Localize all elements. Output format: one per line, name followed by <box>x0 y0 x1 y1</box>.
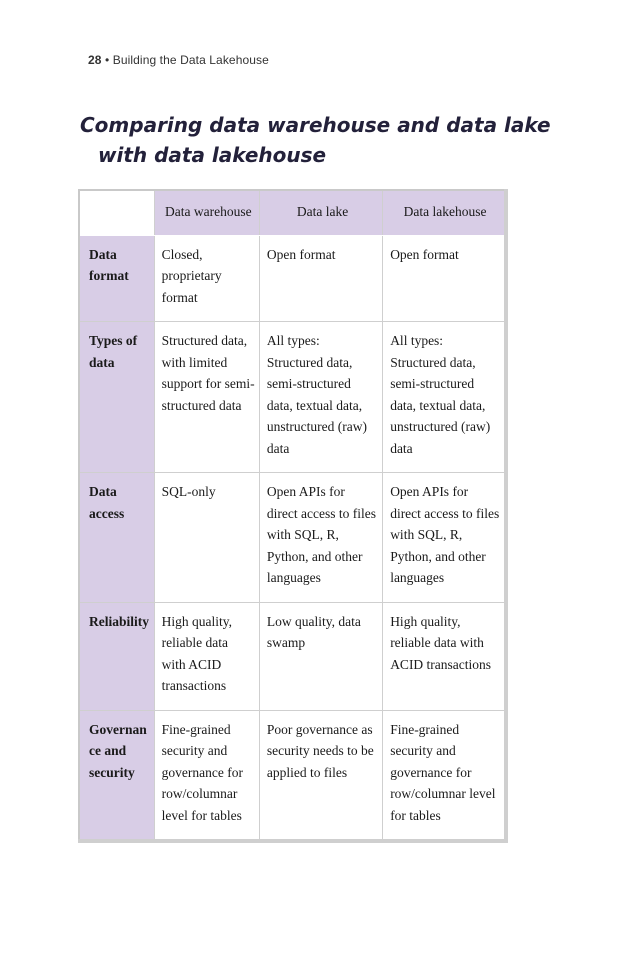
table-cell: Open format <box>383 235 506 322</box>
row-header-data-format: Data format <box>79 235 154 322</box>
table-cell: High quality, reliable data with ACID transactions <box>383 602 506 710</box>
table-cell: Fine-grained security and governance for row/columnar level for tables <box>154 710 259 841</box>
column-header-data-lake: Data lake <box>259 190 382 235</box>
header-separator: • <box>105 53 110 67</box>
running-header <box>88 53 269 67</box>
table-header-row <box>79 190 506 235</box>
book-title: Building the Data Lakehouse <box>112 53 269 67</box>
row-header-data-access: Data access <box>79 473 154 603</box>
table-row <box>79 322 506 473</box>
table-cell: Open format <box>259 235 382 322</box>
table-cell: Open APIs for direct access to files with SQL, R, Python, and other languages <box>259 473 382 603</box>
page-number: 28 <box>88 53 102 67</box>
table-cell: Structured data, with limited support for semi-structured data <box>154 322 259 473</box>
comparison-table <box>78 189 508 843</box>
table-cell: Open APIs for direct access to files with SQL, R, Python, and other languages <box>383 473 506 603</box>
table-cell: Closed, proprietary format <box>154 235 259 322</box>
table-row <box>79 473 506 603</box>
row-header-types-of-data: Types of data <box>79 322 154 473</box>
table-cell: All types: Structured data, semi-structured data, textual data, unstructured (raw) data <box>383 322 506 473</box>
row-header-reliability: Reliability <box>79 602 154 710</box>
table-cell: All types: Structured data, semi-structured data, textual data, unstructured (raw) data <box>259 322 382 473</box>
table-corner-cell <box>79 190 154 235</box>
row-header-governance-and-security: Governance and security <box>79 710 154 841</box>
column-header-data-lakehouse: Data lakehouse <box>383 190 506 235</box>
table-row <box>79 602 506 710</box>
table-cell: Poor governance as security needs to be applied to files <box>259 710 382 841</box>
table-row <box>79 710 506 841</box>
table-cell: High quality, reliable data with ACID transactions <box>154 602 259 710</box>
table-cell: Fine-grained security and governance for row/columnar level for tables <box>383 710 506 841</box>
column-header-data-warehouse: Data warehouse <box>154 190 259 235</box>
table-row <box>79 235 506 322</box>
table-cell: Low quality, data swamp <box>259 602 382 710</box>
table-cell: SQL-only <box>154 473 259 603</box>
section-title: Comparing data warehouse and data lake with data lakehouse <box>80 113 551 167</box>
